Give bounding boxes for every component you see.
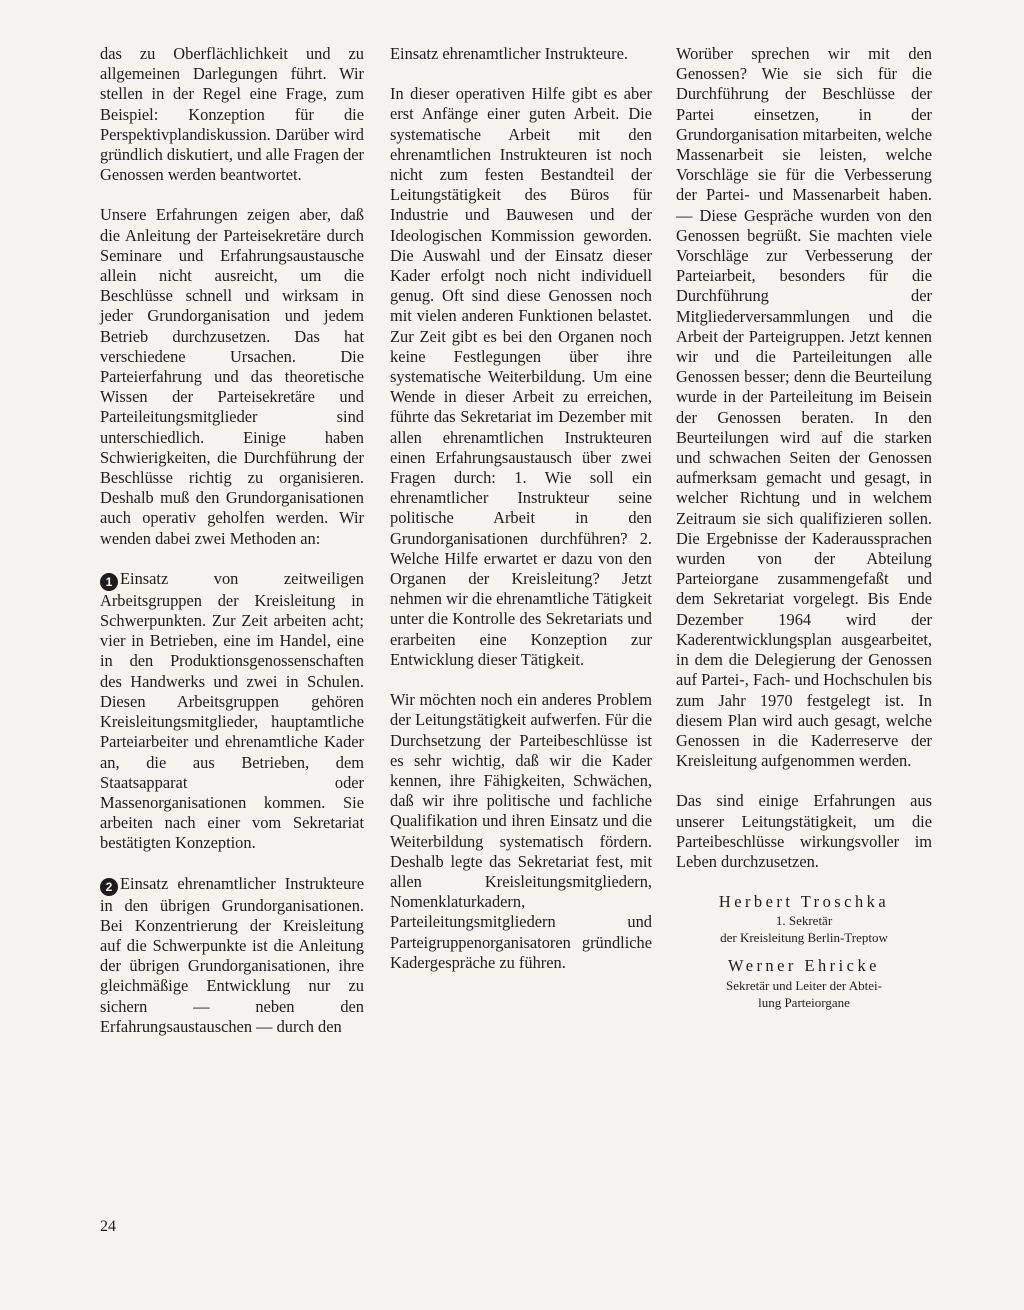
paragraph: Das sind einige Erfahrungen aus unserer Leitungstätigkeit, um die Parteibeschlüsse wirkungsvoller im Leben durchzusetzen.	[676, 791, 932, 871]
paragraph: In dieser operativen Hilfe gibt es aber erst Anfänge einer guten Arbeit. Die systematische Arbeit mit den ehrenamtlichen Instrukteuren ist noch nicht zum festen Bestandteil der Leitungstätigkeit des Büros für Industrie und Bauwesen und der Ideologischen Kommission geworden. Die Auswahl und der Einsatz dieser Kader erfolgt noch nicht individuell genug. Oft sind diese Genossen noch mit vielen anderen Funktionen belastet. Zur Zeit gibt es bei den Organen noch keine Festlegungen über ihre systematische Weiterbildung. Um eine Wende in dieser Arbeit zu erreichen, führte das Sekretariat im Dezember mit allen ehrenamtlichen Instrukteuren einen Erfahrungsaustausch über zwei Fragen durch: 1. Wie soll ein ehrenamtlicher Instrukteur seine politische Arbeit in den Grundorganisationen durchführen? 2. Welche Hilfe erwartet er dazu von den Organen der Kreisleitung? Jetzt nehmen wir die ehrenamtliche Tätigkeit unter die Kontrolle des Sekretariats und erarbeiten eine Konzeption zur Entwicklung dieser Tätigkeit.	[390, 84, 652, 669]
role-line: Sekretär und Leiter der Abtei-	[726, 977, 882, 993]
paragraph: Wir möchten noch ein anderes Problem der Leitungstätigkeit aufwerfen. Für die Durchsetzung der Parteibeschlüsse ist es sehr wichtig, daß wir die Kader kennen, ihre Fähigkeiten, Schwächen, daß wir ihre politische und fachliche Qualifikation und ihren Einsatz und die Weiterbildung systematisch fördern. Deshalb legte das Sekretariat fest, mit allen Kreisleitungsmitgliedern, Nomenklaturkadern, Parteileitungsmitgliedern und Parteigruppenorganisatoren gründliche Kadergespräche zu führen.	[390, 690, 652, 972]
text-column-2	[390, 44, 652, 993]
numbered-item-2	[100, 874, 364, 1037]
text-column-1	[100, 44, 364, 1057]
number-one-circle-icon: 1	[100, 573, 118, 591]
numbered-item-1	[100, 569, 364, 854]
page-number: 24	[100, 1218, 116, 1235]
item-text: Einsatz von zeitweiligen Arbeitsgruppen der Kreisleitung in Schwerpunkten. Zur Zeit arbeiten acht; vier in Betrieben, eine im Handel, eine in den Produktionsgenossenschaften des Handwerks und zwei in Schulen. Diesen Arbeitsgruppen gehören Kreisleitungsmitglieder, hauptamtliche Parteiarbeiter und ehrenamtliche Kader an, die aus Betrieben, dem Staatsapparat oder Massenorganisationen kommen. Sie arbeiten nach einer vom Sekretariat bestätigten Konzeption.	[100, 568, 364, 853]
author-name: Herbert Troschka	[718, 892, 890, 912]
item-text: Einsatz ehrenamtlicher Instrukteure in den übrigen Grundorganisationen. Bei Konzentrierung der Kreisleitung auf die Schwerpunkte ist die Anleitung der übrigen Grundorganisationen, ihre gleichmäßige Entwicklung nur zu sichern — neben den Erfahrungsaustauschen — durch den	[100, 873, 364, 1036]
paragraph: Unsere Erfahrungen zeigen aber, daß die Anleitung der Parteisekretäre durch Seminare und Erfahrungsaustausche allein nicht ausreicht, um die Beschlüsse schnell und wirksam in jeder Grundorganisation und jedem Betrieb durchzusetzen. Das hat verschiedene Ursachen. Die Parteierfahrung und das theoretische Wissen der Parteisekretäre und Parteileitungsmitglieder sind unterschiedlich. Einige haben Schwierigkeiten, die Durchführung der Beschlüsse richtig zu organisieren. Deshalb muß den Grundorganisationen auch operativ geholfen werden. Wir wenden dabei zwei Methoden an:	[100, 205, 364, 548]
role-line: lung Parteiorgane	[758, 994, 850, 1010]
author-role	[676, 977, 932, 1011]
paragraph: das zu Oberflächlichkeit und zu allgemeinen Darlegungen führt. Wir stellen in der Regel eine Frage, zum Beispiel: Konzeption für die Perspektivplandiskussion. Darüber wird gründlich diskutiert, und alle Fragen der Genossen werden beantwortet.	[100, 44, 365, 185]
role-line: der Kreisleitung Berlin-Treptow	[720, 930, 888, 946]
author-name: Werner Ehricke	[728, 956, 880, 976]
author-role	[676, 912, 932, 946]
number-two-circle-icon: 2	[100, 878, 118, 896]
paragraph: Worüber sprechen wir mit den Genossen? Wie sie sich für die Durchführung der Beschlüsse der Partei einsetzen, in der Grundorganisation mitarbeiten, welche Massenarbeit sie leisten, welche Vorschläge sie für die Verbesserung der Partei- und Massenarbeit haben. — Diese Gespräche wurden von den Genossen begrüßt. Sie machten viele Vorschläge zur Verbesserung der Parteiarbeit, besonders für die Durchführung der Mitgliederversammlungen und die Arbeit der Parteigruppen. Jetzt kennen wir und die Parteileitungen alle Genossen besser; denn die Beurteilung wurde in der Parteileitung im Beisein der Genossen beraten. In den Beurteilungen wird auf die starken und schwachen Seiten der Genossen aufmerksam gemacht und gesagt, in welcher Richtung und in welchem Zeitraum sie sich qualifizieren sollen. Die Ergebnisse der Kaderaussprachen wurden von der Abteilung Parteiorgane zusammengefaßt und dem Sekretariat vorgelegt. Bis Ende Dezember 1964 wird der Kaderentwicklungsplan ausgearbeitet, in dem die Delegierung der Genossen auf Partei-, Fach- und Hochschulen bis zum Jahr 1970 festgelegt ist. In diesem Plan wird auch gesagt, welche Genossen in die Kaderreserve der Kreisleitung aufgenommen werden.	[676, 44, 932, 771]
text-column-3	[676, 44, 932, 1021]
role-line: 1. Sekretär	[775, 913, 833, 929]
paragraph: Einsatz ehrenamtlicher Instrukteure.	[390, 44, 629, 63]
